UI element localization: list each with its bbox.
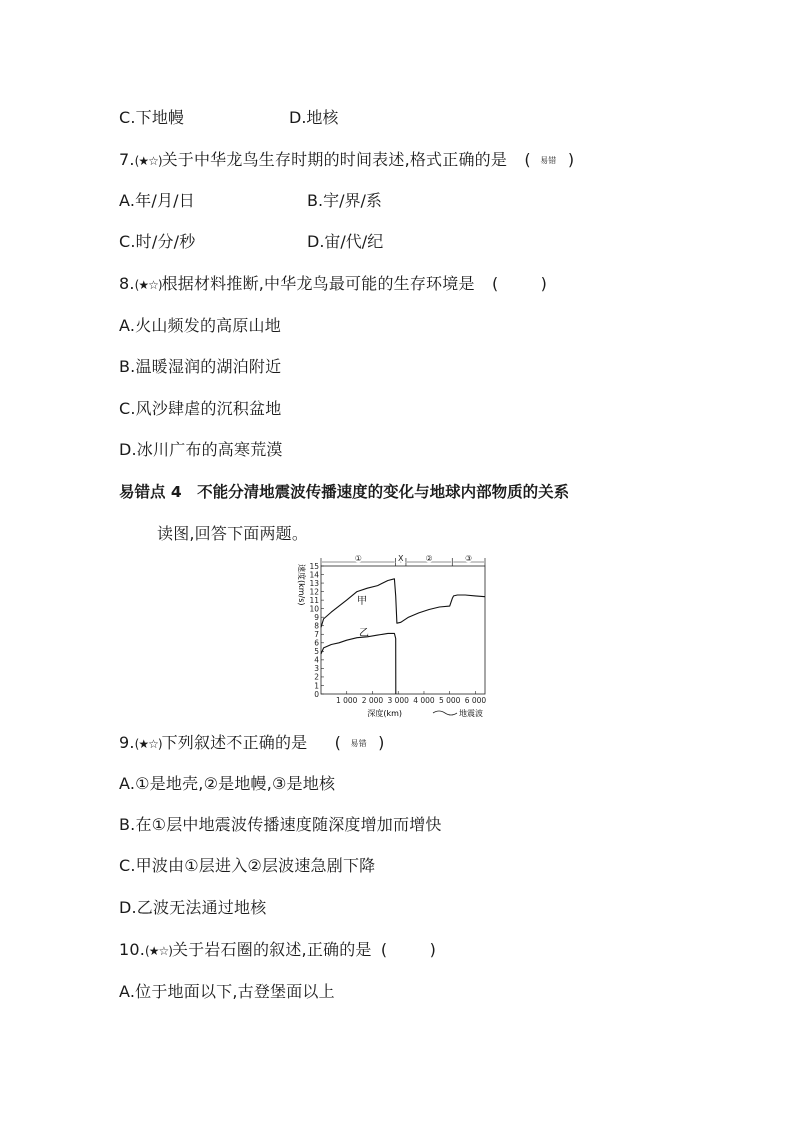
series-line-jia: [321, 579, 485, 628]
series-lines: [321, 579, 485, 694]
plot-border: [321, 566, 485, 694]
x-tick-label: 2 000: [361, 696, 384, 705]
x-axis-label: 深度(km): [367, 709, 402, 718]
legend-label: 地震波: [459, 709, 483, 718]
q7-number: 7.: [119, 150, 135, 169]
q7-option-a: A.年/月/日: [119, 191, 195, 210]
q8-stem: [119, 274, 547, 295]
x-tick-label: 5 000: [438, 696, 461, 705]
legend-wave-icon: [433, 711, 457, 715]
q10-stem: [119, 940, 436, 961]
series-line-yi: [321, 633, 396, 694]
q10-difficulty-stars: (★☆): [145, 944, 172, 958]
y-tick-label: 13: [309, 578, 319, 588]
series-label-yi: 乙: [359, 628, 369, 639]
layer-label: ②: [425, 554, 433, 563]
q7-option-b: B.宇/界/系: [307, 191, 382, 210]
q7-paren-close: ): [567, 150, 575, 169]
q8-answer-blank: ( ): [491, 274, 548, 293]
q7-option-d: D.宙/代/纪: [307, 232, 384, 251]
q7-error-prone-tag: 易错: [540, 155, 557, 165]
q9-option-a: A.①是地壳,②是地幔,③是地核: [119, 774, 336, 793]
q8-number: 8.: [119, 274, 135, 293]
x-axis-ticks: [336, 691, 486, 705]
q8-option-b: B.温暖湿润的湖泊附近: [119, 357, 282, 376]
q8-option-a: A.火山频发的高原山地: [119, 316, 281, 335]
y-tick-label: 10: [309, 604, 319, 614]
y-tick-label: 14: [309, 570, 319, 580]
q9-error-prone-tag: 易错: [350, 738, 367, 748]
y-axis-ticks: [309, 562, 324, 699]
q10-text: 关于岩石圈的叙述,正确的是: [171, 940, 372, 959]
q9-paren-close: ): [378, 733, 385, 752]
q8-option-d: D.冰川广布的高寒荒漠: [119, 440, 283, 459]
q9-stem: [119, 733, 385, 754]
q8-difficulty-stars: (★☆): [134, 278, 162, 292]
q7-paren-open: (: [524, 150, 531, 169]
y-tick-label: 12: [309, 587, 319, 597]
q10-number: 10.: [119, 940, 146, 959]
q10-answer-blank: ( ): [380, 940, 437, 959]
q7-stem: [119, 150, 574, 171]
y-tick-label: 8: [314, 621, 319, 631]
y-tick-label: 9: [314, 613, 319, 622]
y-tick-label: 15: [309, 561, 319, 571]
layer-label: X: [398, 554, 404, 563]
x-tick-label: 1 000: [335, 696, 358, 705]
q6-option-d: D.地核: [289, 108, 339, 127]
q10-option-a: A.位于地面以下,古登堡面以上: [119, 982, 335, 1001]
q9-option-d: D.乙波无法通过地核: [119, 898, 267, 917]
y-tick-label: 4: [314, 655, 319, 665]
y-tick-label: 2: [314, 672, 319, 682]
x-tick-label: 3 000: [387, 696, 409, 705]
chart-frame: [321, 566, 485, 694]
series-label-jia: 甲: [357, 596, 367, 607]
y-tick-label: 5: [314, 647, 319, 657]
layer-label: ①: [354, 554, 362, 563]
y-axis-label: 速度(km/s): [297, 564, 306, 606]
intro-text: 读图,回答下面两题。: [157, 524, 309, 543]
q7-difficulty-stars: (★☆): [134, 154, 162, 168]
y-tick-label: 1: [314, 681, 319, 691]
y-tick-label: 6: [314, 638, 319, 648]
q8-text: 根据材料推断,中华龙鸟最可能的生存环境是: [161, 274, 475, 293]
y-tick-label: 11: [309, 595, 319, 605]
q9-difficulty-stars: (★☆): [134, 737, 162, 751]
section-heading: 易错点 4 不能分清地震波传播速度的变化与地球内部物质的关系: [119, 483, 570, 501]
y-tick-label: 0: [314, 689, 319, 699]
x-tick-label: 6 000: [464, 696, 487, 705]
q7-text: 关于中华龙鸟生存时期的时间表述,格式正确的是: [161, 150, 508, 169]
y-tick-label: 3: [314, 664, 319, 674]
q7-option-c: C.时/分/秒: [119, 232, 196, 251]
layer-labels: [321, 554, 485, 566]
q9-paren-open: (: [334, 733, 342, 752]
q9-option-c: C.甲波由①层进入②层波速急剧下降: [119, 856, 376, 875]
q6-option-c: C.下地幔: [119, 108, 185, 127]
x-tick-label: 4 000: [413, 696, 435, 705]
q9-option-b: B.在①层中地震波传播速度随深度增加而增快: [119, 815, 442, 834]
q8-option-c: C.风沙肆虐的沉积盆地: [119, 399, 282, 418]
seismic-wave-chart: [285, 552, 505, 722]
q9-number: 9.: [119, 733, 135, 752]
q9-text: 下列叙述不正确的是: [161, 733, 308, 752]
layer-label: ③: [465, 554, 473, 563]
y-tick-label: 7: [314, 630, 319, 640]
